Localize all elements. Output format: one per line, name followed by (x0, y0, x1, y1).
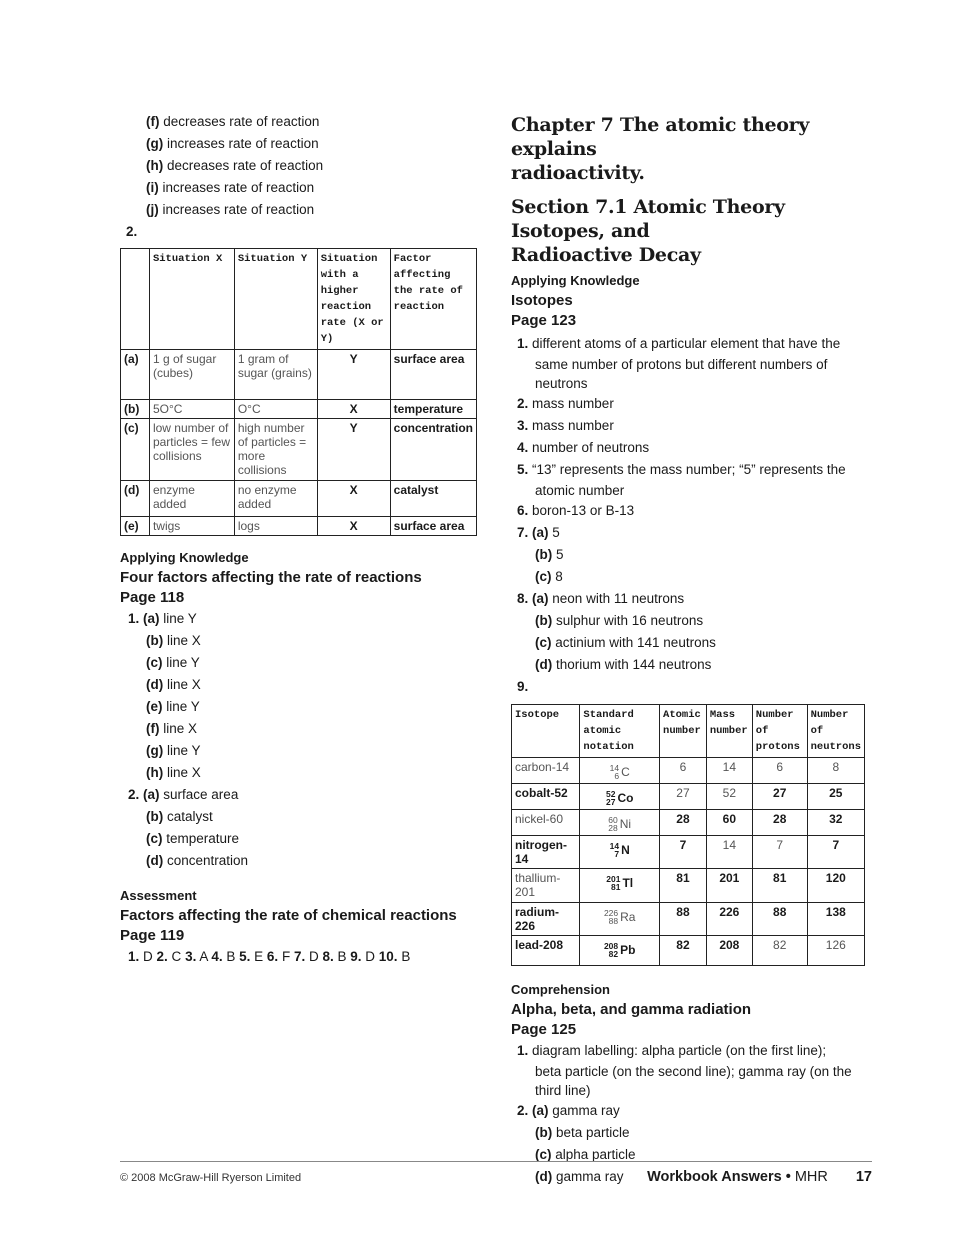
section-label: Applying Knowledge (511, 273, 640, 288)
table-header-cell: Mass number (706, 705, 752, 758)
table-cell: low number of particles = few collisions (149, 419, 234, 481)
list-item: 7. (a) 5 (517, 525, 560, 540)
table-row (512, 758, 865, 784)
table-cell: 52 (706, 784, 752, 810)
table-cell: radium-226 (512, 903, 580, 936)
list-item: (e) line Y (146, 699, 200, 714)
table-header-cell: Number of protons (752, 705, 807, 758)
table-cell: 1 gram of sugar (grains) (234, 350, 317, 400)
list-item: (j) increases rate of reaction (146, 202, 315, 217)
table-cell: 81 (660, 869, 707, 903)
table-cell: nickel-60 (512, 810, 580, 836)
list-item: 2. mass number (517, 396, 614, 411)
isotope-table (511, 704, 865, 966)
table-cell: (a) (121, 350, 150, 400)
list-item: (g) increases rate of reaction (146, 136, 319, 151)
table-cell: 7 (660, 836, 707, 869)
table-cell: surface area (390, 517, 476, 536)
table-cell: cobalt-52 (512, 784, 580, 810)
table-header-cell: Situation with a higher reaction rate (X or Y) (317, 249, 390, 350)
list-item: (c) alpha particle (535, 1147, 636, 1162)
table-cell: thallium-201 (512, 869, 580, 903)
list-item: (d) thorium with 144 neutrons (535, 657, 712, 672)
list-item: (h) line X (146, 765, 201, 780)
nuclide-notation: 208 82 Pb (603, 941, 636, 959)
table-cell: logs (234, 517, 317, 536)
table-cell: 126 (807, 936, 864, 966)
table-cell: 6 (660, 758, 707, 784)
list-item: (b) catalyst (146, 809, 213, 824)
list-item: 8. (a) neon with 11 neutrons (517, 591, 685, 606)
page-reference: Page 119 (120, 927, 185, 944)
table-cell (580, 903, 660, 936)
table-header-row (121, 249, 477, 350)
list-item: 1. (a) line Y (128, 611, 197, 626)
footer-right (647, 1169, 872, 1185)
table-cell: 82 (752, 936, 807, 966)
list-item: (f) decreases rate of reaction (146, 114, 320, 129)
list-item: (c) line Y (146, 655, 200, 670)
table-cell: 28 (752, 810, 807, 836)
table-cell: concentration (390, 419, 476, 481)
table-cell: enzyme added (149, 481, 234, 517)
list-item: (b) 5 (535, 547, 564, 562)
publisher: MHR (794, 1169, 828, 1185)
page-reference: Page 118 (120, 589, 185, 606)
section-title: Section 7.1 Atomic Theory Isotopes, and Radioactive Decay (511, 196, 785, 266)
table-cell: 14 (706, 836, 752, 869)
table-cell: 60 (706, 810, 752, 836)
left-column (120, 111, 480, 968)
table-header-cell: Number of neutrons (807, 705, 864, 758)
list-item: (i) increases rate of reaction (146, 180, 315, 195)
list-item: (f) line X (146, 721, 198, 736)
table-cell: 27 (660, 784, 707, 810)
table-cell: Y (317, 350, 390, 400)
table-cell: 25 (807, 784, 864, 810)
table-cell: 208 (706, 936, 752, 966)
section-title: Four factors affecting the rate of reactions (120, 569, 422, 586)
list-item: 1. different atoms of a particular element that have the (517, 336, 841, 351)
table-header-row (512, 705, 865, 758)
table-cell: high number of particles = more collisions (234, 419, 317, 481)
table-cell: (c) (121, 419, 150, 481)
section-title: Factors affecting the rate of chemical reactions (120, 907, 457, 924)
right-column (511, 113, 876, 1188)
table-cell (580, 936, 660, 966)
table-cell: carbon-14 (512, 758, 580, 784)
table-cell (580, 869, 660, 903)
table-cell: 6 (752, 758, 807, 784)
section-title: Alpha, beta, and gamma radiation (511, 1001, 752, 1018)
table-cell: 81 (752, 869, 807, 903)
page-reference: Page 125 (511, 1021, 577, 1038)
table-row (512, 869, 865, 903)
list-item: (d) concentration (146, 853, 249, 868)
list-item: 4. number of neutrons (517, 440, 650, 455)
list-item: 2. (a) gamma ray (517, 1103, 620, 1118)
list-item: (h) decreases rate of reaction (146, 158, 324, 173)
list-item-cont: same number of protons but different numbers of (535, 357, 828, 372)
table-cell (580, 836, 660, 869)
situation-table (120, 248, 477, 536)
table-row (121, 350, 477, 400)
table-cell: 1 g of sugar (cubes) (149, 350, 234, 400)
page-reference: Page 123 (511, 312, 577, 329)
table-cell (580, 758, 660, 784)
table-row (512, 810, 865, 836)
table-header-cell: Factor affecting the rate of reaction (390, 249, 476, 350)
table-cell: 27 (752, 784, 807, 810)
chapter-title: Chapter 7 The atomic theory explains radioactivity. (511, 114, 810, 184)
table-row (121, 481, 477, 517)
list-item: 5. “13” represents the mass number; “5” represents the (517, 462, 846, 477)
nuclide-notation: 226 88 Ra (603, 908, 636, 926)
top-items (120, 111, 480, 221)
section-assessment (120, 886, 480, 968)
question-number: 9. (517, 679, 529, 694)
list-item: (c) 8 (535, 569, 563, 584)
table-cell: 5O°C (149, 400, 234, 419)
table-cell: 14 (706, 758, 752, 784)
table-cell: X (317, 481, 390, 517)
table-cell: 226 (706, 903, 752, 936)
table-header-cell (121, 249, 150, 350)
table-cell: 88 (752, 903, 807, 936)
list-item: (g) line Y (146, 743, 201, 758)
list-item: (c) actinium with 141 neutrons (535, 635, 716, 650)
list-item: (b) sulphur with 16 neutrons (535, 613, 704, 628)
table-cell: 7 (752, 836, 807, 869)
table-cell: 28 (660, 810, 707, 836)
section-label: Assessment (120, 888, 197, 903)
list-item: 2. (a) surface area (128, 787, 239, 802)
table-cell: (b) (121, 400, 150, 419)
table-header-cell: Atomic number (660, 705, 707, 758)
table-row (512, 903, 865, 936)
table-cell: X (317, 400, 390, 419)
table-cell: catalyst (390, 481, 476, 517)
table-row (512, 836, 865, 869)
table-cell: surface area (390, 350, 476, 400)
table-header-cell: Standard atomic notation (580, 705, 660, 758)
answer-line: 1. D 2. C 3. A 4. B 5. E 6. F 7. D 8. B 9. D 10. B (128, 949, 411, 964)
list-item-cont: beta particle (on the second line); gamma ray (on the (535, 1064, 852, 1079)
nuclide-notation: 14 6 C (609, 763, 630, 781)
table-cell: 201 (706, 869, 752, 903)
question-number: 2. (126, 224, 138, 239)
section-rate-factors (120, 548, 480, 872)
table-cell: lead-208 (512, 936, 580, 966)
table-cell: (e) (121, 517, 150, 536)
table-cell: (d) (121, 481, 150, 517)
table-cell: 120 (807, 869, 864, 903)
table-cell: 32 (807, 810, 864, 836)
table-cell (580, 784, 660, 810)
section-comprehension (511, 980, 876, 1188)
section-label: Comprehension (511, 982, 610, 997)
table-row (512, 784, 865, 810)
table-row (121, 400, 477, 419)
list-item: 1. diagram labelling: alpha particle (on the first line); (517, 1043, 827, 1058)
table-cell: 7 (807, 836, 864, 869)
list-item: 6. boron-13 or B-13 (517, 503, 635, 518)
list-item: (c) temperature (146, 831, 240, 846)
list-item: (b) beta particle (535, 1125, 630, 1140)
list-item-cont: neutrons (535, 376, 588, 391)
table-cell: 138 (807, 903, 864, 936)
table-cell: Y (317, 419, 390, 481)
list-item: (b) line X (146, 633, 201, 648)
list-item: (d) line X (146, 677, 201, 692)
list-item-cont: third line) (535, 1083, 591, 1098)
table-cell: 82 (660, 936, 707, 966)
isotope-questions (511, 333, 876, 698)
subsection-title: Isotopes (511, 292, 573, 309)
table-cell: temperature (390, 400, 476, 419)
copyright: © 2008 McGraw-Hill Ryerson Limited (120, 1172, 302, 1184)
table-cell: X (317, 517, 390, 536)
list-item: 3. mass number (517, 418, 614, 433)
table-header-cell: Situation X (149, 249, 234, 350)
nuclide-notation: 14 7 N (609, 841, 630, 859)
table-row (121, 517, 477, 536)
bullet-separator: • (781, 1169, 795, 1185)
section-label: Applying Knowledge (120, 550, 249, 565)
table-cell: nitrogen-14 (512, 836, 580, 869)
list-item-cont: atomic number (535, 483, 625, 498)
page-number: 17 (855, 1169, 872, 1185)
table-cell: 8 (807, 758, 864, 784)
table-header-cell: Isotope (512, 705, 580, 758)
table-cell (580, 810, 660, 836)
table-cell: O°C (234, 400, 317, 419)
table-row (121, 419, 477, 481)
nuclide-notation: 52 27 Co (605, 789, 634, 807)
table-header-cell: Situation Y (234, 249, 317, 350)
table-cell: no enzyme added (234, 481, 317, 517)
nuclide-notation: 60 28 Ni (608, 815, 632, 833)
table-cell: twigs (149, 517, 234, 536)
table-row (512, 936, 865, 966)
list-item: (d) gamma ray (535, 1169, 624, 1184)
book-title: Workbook Answers (647, 1169, 782, 1185)
nuclide-notation: 201 81 Tl (606, 874, 634, 892)
table-cell: 88 (660, 903, 707, 936)
